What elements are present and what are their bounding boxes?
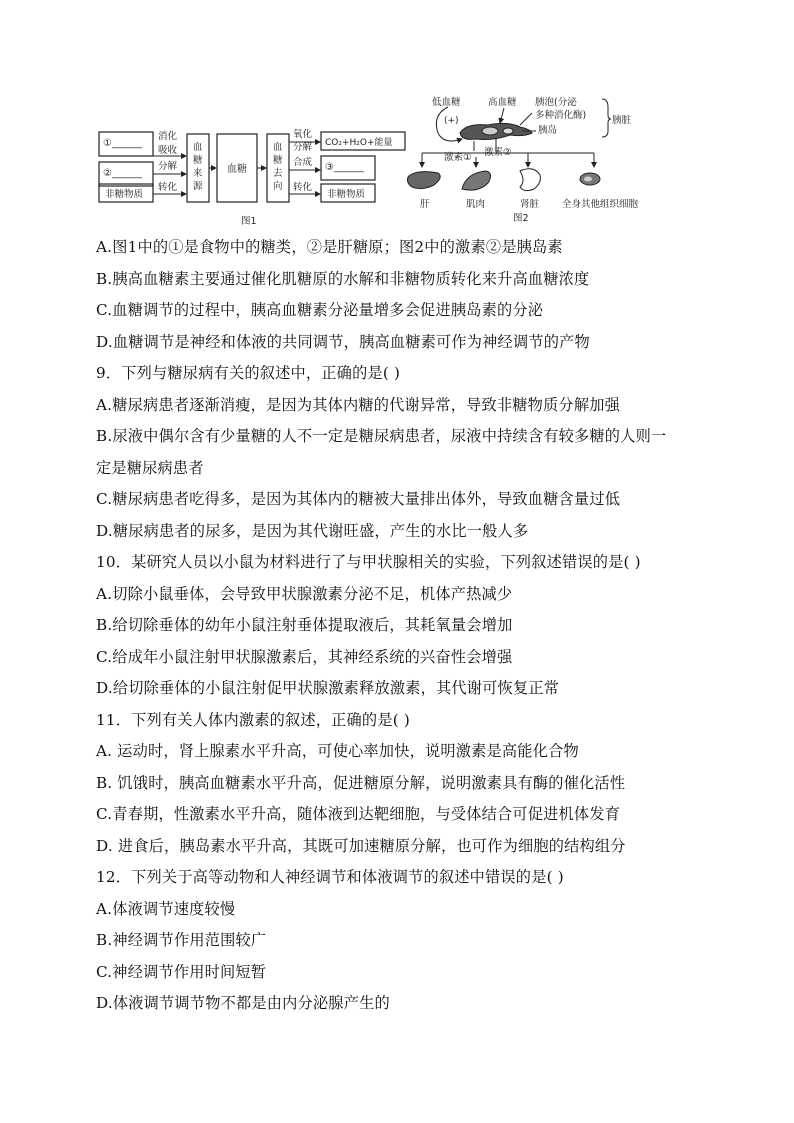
option-9c: C.糖尿病患者吃得多，是因为其体内的糖被大量排出体外，导致血糖含量过低 bbox=[96, 490, 621, 508]
target-other-cells: 全身其他组织细胞 bbox=[562, 199, 639, 210]
label-acinar-1: 胰泡(分泌 bbox=[535, 97, 577, 108]
question-12: 12．下列关于高等动物和人神经调节和体液调节的叙述中错误的是( ) bbox=[96, 868, 564, 886]
figure-1-caption: 图1 bbox=[241, 216, 257, 227]
kidney-icon bbox=[520, 169, 540, 191]
label-high-sugar: 高血糖 bbox=[488, 97, 517, 108]
option-9d: D.糖尿病患者的尿多，是因为其代谢旺盛，产生的水比一般人多 bbox=[96, 521, 529, 540]
target-liver: 肝 bbox=[420, 199, 430, 210]
label-decompose-out: 分解 bbox=[293, 142, 313, 153]
option-11c: C.青春期，性激素水平升高，随体液到达靶细胞，与受体结合可促进机体发育 bbox=[96, 805, 621, 823]
option-12a: A.体液调节速度较慢 bbox=[96, 899, 236, 918]
sugar-source-3: 来 bbox=[193, 168, 203, 179]
figure-1-blood-sugar-diagram bbox=[96, 126, 408, 230]
option-12c: C.神经调节作用时间短暂 bbox=[96, 962, 267, 981]
option-9a: A.糖尿病患者逐渐消瘦，是因为其体内糖的代谢异常，导致非糖物质分解加强 bbox=[96, 395, 620, 414]
option-10a: A.切除小鼠垂体，会导致甲状腺激素分泌不足，机体产热减少 bbox=[96, 584, 513, 603]
option-10c: C.给成年小鼠注射甲状腺激素后，其神经系统的兴奋性会增强 bbox=[96, 647, 513, 666]
option-11d: D. 进食后，胰岛素水平升高，其既可加速糖原分解，也可作为细胞的结构组分 bbox=[96, 836, 626, 855]
sugar-dest-2: 糖 bbox=[273, 155, 283, 166]
question-9: 9．下列与糖尿病有关的叙述中，正确的是( ) bbox=[96, 364, 401, 382]
option-12d: D.体液调节调节物不都是由内分泌腺产生的 bbox=[96, 994, 390, 1012]
label-pancreas: 胰脏 bbox=[612, 115, 632, 126]
option-11a: A. 运动时，肾上腺素水平升高，可使心率加快，说明激素是高能化合物 bbox=[96, 742, 579, 760]
figure-2-pancreas-diagram bbox=[404, 93, 662, 224]
label-oxidize: 氧化 bbox=[293, 129, 313, 140]
option-8c: C.血糖调节的过程中，胰高血糖素分泌量增多会促进胰岛素的分泌 bbox=[96, 301, 544, 319]
option-11b: B. 饥饿时，胰高血糖素水平升高，促进糖原分解，说明激素具有酶的催化活性 bbox=[96, 773, 626, 792]
label-islet: 胰岛 bbox=[538, 125, 558, 136]
sugar-dest-3: 去 bbox=[273, 168, 283, 179]
label-acinar-2: 多种消化酶) bbox=[535, 110, 587, 121]
output-energy: CO₂+H₂O+能量 bbox=[325, 138, 393, 148]
liver-icon bbox=[408, 172, 441, 189]
option-12b: B.神经调节作用范围较广 bbox=[96, 931, 267, 949]
label-low-sugar: 低血糖 bbox=[432, 97, 461, 108]
figure-2-caption: 图2 bbox=[513, 213, 529, 224]
option-10b: B.给切除垂体的幼年小鼠注射垂体提取液后，其耗氧量会增加 bbox=[96, 616, 513, 634]
question-10: 10．某研究人员以小鼠为材料进行了与甲状腺相关的实验，下列叙述错误的是( ) bbox=[96, 553, 641, 571]
blood-sugar: 血糖 bbox=[227, 164, 247, 175]
label-hormone-2: 激素② bbox=[484, 147, 512, 158]
option-9b-line1: B.尿液中偶尔含有少量糖的人不一定是糖尿病患者，尿液中持续含有较多糖的人则一 bbox=[96, 427, 667, 445]
output-non-sugar: 非糖物质 bbox=[327, 189, 366, 200]
source-non-sugar: 非糖物质 bbox=[105, 189, 144, 200]
cells-icon bbox=[580, 173, 600, 185]
target-kidney: 肾脏 bbox=[520, 199, 540, 210]
sugar-dest-4: 向 bbox=[273, 181, 283, 192]
label-synth: 合成 bbox=[293, 157, 313, 168]
label-absorb: 吸收 bbox=[158, 145, 178, 156]
label-convert-out: 转化 bbox=[293, 182, 313, 193]
sugar-source-4: 源 bbox=[193, 181, 203, 192]
question-text bbox=[96, 232, 706, 1020]
sugar-dest-1: 血 bbox=[273, 142, 283, 153]
option-10d: D.给切除垂体的小鼠注射促甲状腺激素释放激素，其代谢可恢复正常 bbox=[96, 679, 560, 697]
option-8a: A.图1中的①是食物中的糖类，②是肝糖原；图2中的激素②是胰岛素 bbox=[96, 238, 563, 256]
sugar-source-2: 糖 bbox=[193, 155, 203, 166]
source-2: ②______ bbox=[103, 168, 142, 179]
label-convert-in: 转化 bbox=[158, 182, 178, 193]
label-plus: (+) bbox=[444, 116, 459, 126]
target-muscle: 肌肉 bbox=[466, 199, 486, 210]
label-digest: 消化 bbox=[158, 131, 178, 142]
pancreas-icon bbox=[460, 123, 532, 139]
option-8d: D.血糖调节是神经和体液的共同调节，胰高血糖素可作为神经调节的产物 bbox=[96, 332, 590, 351]
source-1: ①______ bbox=[103, 138, 142, 149]
sugar-source-1: 血 bbox=[193, 142, 203, 153]
label-hormone-1: 激素① bbox=[444, 152, 472, 163]
muscle-icon bbox=[462, 171, 491, 190]
option-9b-line2: 定是糖尿病患者 bbox=[96, 458, 204, 477]
option-8b: B.胰高血糖素主要通过催化肌糖原的水解和非糖物质转化来升高血糖浓度 bbox=[96, 269, 590, 288]
output-3: ③______ bbox=[325, 162, 364, 173]
label-decompose: 分解 bbox=[158, 161, 178, 172]
question-11: 11．下列有关人体内激素的叙述，正确的是( ) bbox=[96, 710, 410, 729]
